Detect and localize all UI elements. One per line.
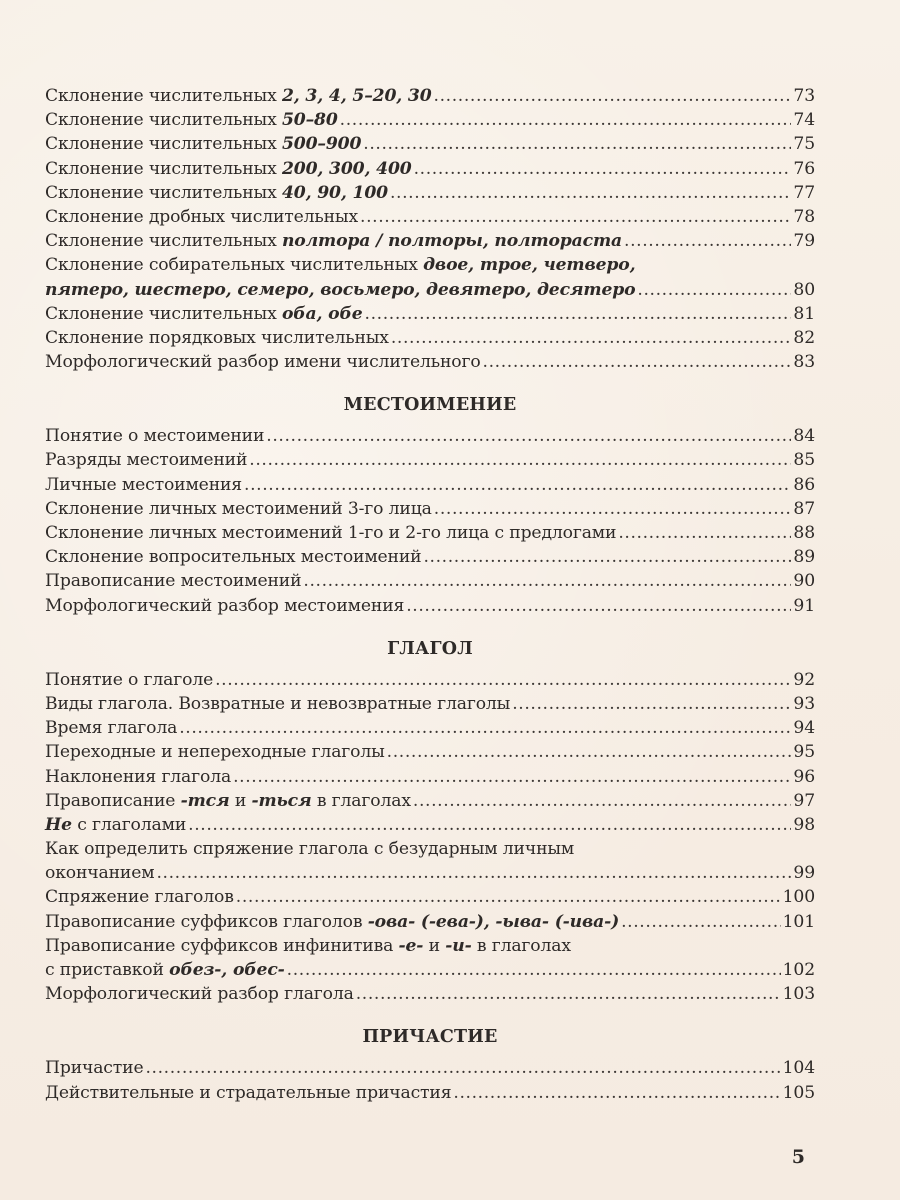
toc-entry[interactable] <box>45 594 815 618</box>
entry-title: Склонение числительных 40, 90, 100 <box>45 182 388 203</box>
entry-title: Морфологический разбор имени числительного <box>45 352 481 373</box>
leader-dots <box>287 958 781 982</box>
entry-page-number: 79 <box>793 231 815 252</box>
toc-entry[interactable] <box>45 84 815 108</box>
toc-entry[interactable] <box>45 108 815 132</box>
entry-title-continuation: с приставкой обез-, обес- <box>45 960 285 980</box>
entry-title: Склонение числительных 50–80 <box>45 110 338 131</box>
entry-page-number: 105 <box>782 1082 815 1103</box>
entry-page-number: 96 <box>793 766 815 787</box>
entry-page-number: 95 <box>793 742 815 763</box>
entry-title-continuation: окончанием <box>45 863 155 884</box>
entry-title: Разряды местоимений <box>45 450 248 471</box>
entry-page-number: 94 <box>793 718 815 739</box>
leader-dots <box>621 910 781 934</box>
entry-title: Виды глагола. Возвратные и невозвратные глаголы <box>45 693 511 714</box>
toc-entry[interactable] <box>45 205 815 229</box>
entry-page-number: 100 <box>782 887 815 908</box>
leader-dots <box>156 861 791 885</box>
leader-dots <box>423 545 791 569</box>
toc-entry[interactable] <box>45 716 815 740</box>
toc-entry[interactable] <box>45 789 815 813</box>
leader-dots <box>266 424 791 448</box>
entry-page-number: 73 <box>793 86 815 106</box>
leader-dots <box>390 181 791 205</box>
leader-dots <box>618 521 791 545</box>
toc-entry[interactable] <box>45 157 815 181</box>
toc-entry-line-1[interactable] <box>45 837 815 861</box>
entry-page-number: 75 <box>793 134 815 155</box>
toc-entry[interactable] <box>45 668 815 692</box>
leader-dots <box>387 740 792 764</box>
leader-dots <box>363 132 791 156</box>
section-heading-pronoun: МЕСТОИМЕНИЕ <box>343 395 517 416</box>
leader-dots <box>624 229 791 253</box>
toc-entry-line-1[interactable] <box>45 253 815 277</box>
entry-title: Склонение числительных оба, обе <box>45 303 363 324</box>
toc-entry[interactable] <box>45 132 815 156</box>
leader-dots <box>233 765 791 789</box>
entry-page-number: 103 <box>782 984 815 1005</box>
entry-title: Склонение личных местоимений 1-го и 2-го лица с предлогами <box>45 523 617 543</box>
entry-page-number: 98 <box>793 814 815 835</box>
toc-entry[interactable] <box>45 692 815 716</box>
toc-entry[interactable] <box>45 740 815 764</box>
entry-title-continuation: пятеро, шестеро, семеро, восьмеро, девятеро, десятеро <box>45 279 636 300</box>
entry-title: Как определить спряжение глагола с безударным личным <box>45 839 575 860</box>
entry-title: Склонение числительных 500–900 <box>45 134 362 155</box>
leader-dots <box>356 982 781 1006</box>
table-of-contents <box>45 84 815 1105</box>
entry-page-number: 97 <box>793 790 815 811</box>
leader-dots <box>483 350 792 374</box>
entry-page-number: 101 <box>782 911 815 932</box>
leader-dots <box>406 594 791 618</box>
entry-title: Правописание суффиксов инфинитива -е- и -и- в глаголах <box>45 935 571 956</box>
entry-page-number: 91 <box>793 595 815 616</box>
entry-title: Понятие о глаголе <box>45 669 214 690</box>
entry-page-number: 82 <box>793 327 815 348</box>
entry-page-number: 83 <box>793 352 815 373</box>
leader-dots <box>215 668 791 692</box>
entry-title: Склонение числительных 2, 3, 4, 5–20, 30 <box>45 86 432 106</box>
leader-dots <box>637 278 791 302</box>
entry-page-number: 102 <box>782 960 815 980</box>
leader-dots <box>453 1081 780 1105</box>
leader-dots <box>365 302 792 326</box>
leader-dots <box>179 716 791 740</box>
leader-dots <box>145 1056 780 1080</box>
entry-title: Склонение числительных полтора / полторы, полтораста <box>45 231 622 252</box>
leader-dots <box>512 692 791 716</box>
leader-dots <box>244 473 791 497</box>
toc-entry[interactable] <box>45 982 815 1006</box>
entry-title: Не с глаголами <box>45 814 187 835</box>
entry-title: Склонение порядковых числительных <box>45 327 389 348</box>
leader-dots <box>188 813 791 837</box>
entry-title: Склонение дробных числительных <box>45 206 359 227</box>
toc-entry[interactable] <box>45 181 815 205</box>
entry-title: Действительные и страдательные причастия <box>45 1082 452 1103</box>
toc-entry-line-2[interactable] <box>45 278 815 302</box>
entry-page-number: 87 <box>793 498 815 519</box>
leader-dots <box>236 885 781 909</box>
leader-dots <box>413 789 792 813</box>
entry-title: Правописание местоимений <box>45 571 302 592</box>
entry-title: Спряжение глаголов <box>45 887 234 908</box>
toc-entry-line-2[interactable] <box>45 958 815 982</box>
toc-entry[interactable] <box>45 350 815 374</box>
toc-entry[interactable] <box>45 326 815 350</box>
entry-title: Переходные и непереходные глаголы <box>45 742 385 763</box>
entry-title: Причастие <box>45 1058 144 1079</box>
entry-title: Морфологический разбор глагола <box>45 984 354 1005</box>
toc-entry[interactable] <box>45 448 815 472</box>
toc-entry[interactable] <box>45 521 815 545</box>
entry-page-number: 74 <box>793 110 815 131</box>
entry-title: Личные местоимения <box>45 474 243 495</box>
entry-title: Склонение числительных 200, 300, 400 <box>45 158 412 179</box>
entry-page-number: 81 <box>793 303 815 324</box>
entry-page-number: 80 <box>793 279 815 300</box>
entry-title: Правописание -тся и -ться в глаголах <box>45 790 411 811</box>
toc-entry[interactable] <box>45 1056 815 1080</box>
leader-dots <box>249 448 791 472</box>
section-heading-participle: ПРИЧАСТИЕ <box>362 1027 498 1048</box>
entry-page-number: 88 <box>793 523 815 543</box>
entry-page-number: 90 <box>793 571 815 592</box>
toc-entry[interactable] <box>45 1081 815 1105</box>
leader-dots <box>434 84 792 108</box>
toc-entry[interactable] <box>45 545 815 569</box>
entry-title: Правописание суффиксов глаголов -ова- (-ева-), -ыва- (-ива-) <box>45 911 620 932</box>
toc-entry[interactable] <box>45 569 815 593</box>
leader-dots <box>360 205 791 229</box>
entry-page-number: 78 <box>793 206 815 227</box>
entry-page-number: 104 <box>782 1058 815 1079</box>
entry-page-number: 76 <box>793 158 815 179</box>
toc-entry[interactable] <box>45 765 815 789</box>
entry-page-number: 93 <box>793 693 815 714</box>
leader-dots <box>303 569 791 593</box>
toc-entry[interactable] <box>45 497 815 521</box>
toc-entry[interactable] <box>45 473 815 497</box>
toc-entry[interactable] <box>45 424 815 448</box>
toc-entry[interactable] <box>45 229 815 253</box>
leader-dots <box>391 326 792 350</box>
section-heading-verb: ГЛАГОЛ <box>387 638 473 659</box>
entry-title: Склонение собирательных числительных двое, трое, четверо, <box>45 255 636 276</box>
entry-page-number: 84 <box>793 426 815 447</box>
entry-page-number: 92 <box>793 669 815 690</box>
entry-page-number: 77 <box>793 182 815 203</box>
leader-dots <box>434 497 792 521</box>
toc-entry[interactable] <box>45 885 815 909</box>
entry-title: Понятие о местоимении <box>45 426 265 447</box>
entry-title: Морфологический разбор местоимения <box>45 595 405 616</box>
entry-title: Время глагола <box>45 718 178 739</box>
toc-entry[interactable] <box>45 813 815 837</box>
entry-page-number: 86 <box>793 474 815 495</box>
entry-title: Склонение личных местоимений 3-го лица <box>45 498 432 519</box>
page-number: 5 <box>791 1146 805 1168</box>
toc-entry-line-1[interactable] <box>45 934 815 958</box>
toc-entry[interactable] <box>45 910 815 934</box>
entry-page-number: 89 <box>793 547 815 568</box>
entry-title: Склонение вопросительных местоимений <box>45 547 422 568</box>
entry-page-number: 99 <box>793 863 815 884</box>
toc-entry-line-2[interactable] <box>45 861 815 885</box>
toc-entry[interactable] <box>45 302 815 326</box>
entry-page-number: 85 <box>793 450 815 471</box>
entry-title: Наклонения глагола <box>45 766 232 787</box>
leader-dots <box>340 108 792 132</box>
leader-dots <box>414 157 792 181</box>
